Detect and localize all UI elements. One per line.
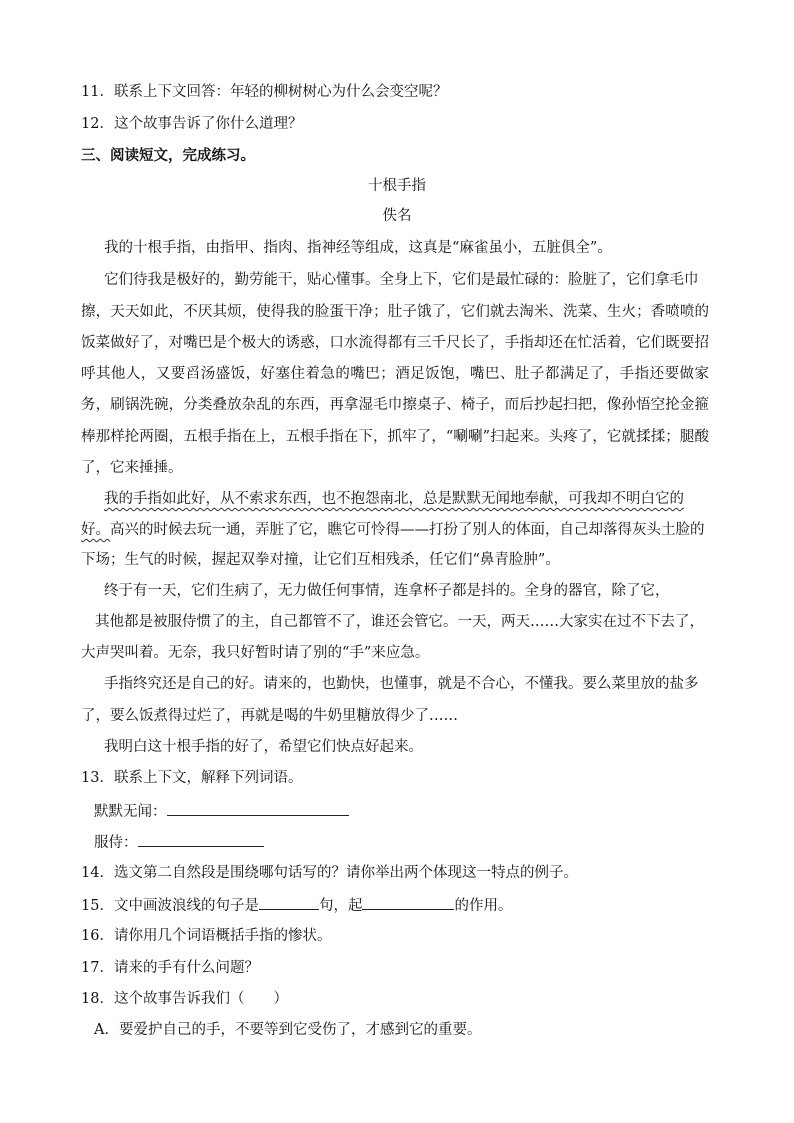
paragraph-5-line-2: 了，要么饭煮得过烂了，再就是喝的牛奶里糖放得少了……: [81, 708, 458, 724]
passage-author: 佚名: [382, 208, 412, 224]
paragraph-2-line-5: 务，刷锅洗碗，分类叠放杂乱的东西，再拿湿毛巾擦桌子、椅子，而后抄起扫把，像孙悟空抡金箍: [81, 397, 709, 413]
q18-option-a[interactable]: A．要爱护自己的手，不要等到它受伤了，才感到它的重要。: [94, 1022, 482, 1038]
q15-part-1: 15．文中画波浪线的句子是: [81, 898, 259, 914]
wavy-sentence-part-1: 我的手指如此好，从不索求东西，也不抱怨南北，总是默默无闻地奉献，可我却不明白它的: [104, 491, 684, 507]
q13-word-1-label: 默默无闻：: [94, 804, 167, 820]
paragraph-2-line-3: 饭菜做好了，对嘴巴是个极大的诱惑，口水流得都有三千尺长了，手指却还在忙活着，它们既要招: [81, 335, 709, 351]
question-13: 13．联系上下文，解释下列词语。: [81, 770, 303, 786]
paragraph-3-line-2-rest: 高兴的时候去玩一通，弄脏了它，瞧它可怜得——打扮了别人的体面，自己却落得灰头土脸的: [110, 522, 705, 538]
question-17: 17．请来的手有什么问题？: [81, 960, 259, 976]
q15-part-2: 句，起: [318, 898, 363, 914]
q13-word-2-label: 服侍：: [94, 835, 138, 851]
paragraph-2-line-6: 棒那样抡两圈，五根手指在上，五根手指在下，抓牢了，“唰唰”扫起来。头疼了，它就揉揉；腿酸: [81, 429, 709, 445]
question-11: 11．联系上下文回答：年轻的柳树树心为什么会变空呢？: [81, 84, 448, 100]
q13-word-2: [94, 831, 264, 853]
wavy-sentence-part-2: 好。: [81, 522, 110, 538]
paragraph-3-line-2: [81, 520, 705, 540]
paragraph-2-line-4: 呼其他人，又要舀汤盛饭，好塞住着急的嘴巴；酒足饭饱，嘴巴、肚子都满足了，手指还要做家: [81, 366, 709, 382]
paragraph-2-line-2: 擦，天天如此，不厌其烦，使得我的脸蛋干净；肚子饿了，它们就去淘米、洗菜、生火；香喷喷的: [81, 304, 709, 320]
paragraph-6: 我明白这十根手指的好了，希望它们快点好起来。: [104, 739, 423, 755]
paragraph-5-line-1: 手指终究还是自己的好。请来的，也勤快，也懂事，就是不合心，不懂我。要么菜里放的盐多: [104, 676, 699, 692]
answer-blank-1[interactable]: [167, 800, 349, 816]
answer-blank-2[interactable]: [138, 831, 264, 847]
question-14: 14．选文第二自然段是围绕哪句话写的？请你举出两个体现这一特点的例子。: [81, 865, 578, 881]
question-18: 18．这个故事告诉我们（ ）: [81, 991, 288, 1007]
question-15: [81, 894, 512, 916]
answer-blank-4[interactable]: [362, 894, 454, 910]
q13-word-1: [94, 800, 349, 822]
paragraph-2-line-1: 它们待我是极好的，勤劳能干，贴心懂事。全身上下，它们是最忙碌的：脸脏了，它们拿毛巾: [104, 272, 699, 288]
section-heading-3: 三、阅读短文，完成练习。: [81, 147, 255, 164]
answer-blank-3[interactable]: [259, 894, 319, 910]
paragraph-4-line-3: 大声哭叫着。无奈，我只好暂时请了别的“手”来应急。: [81, 645, 430, 661]
paragraph-1: 我的十根手指，由指甲、指肉、指神经等组成，这真是“麻雀虽小，五脏俱全”。: [104, 240, 612, 256]
paragraph-2-line-7: 了，它来捶捶。: [81, 460, 183, 476]
paragraph-4-line-2: 其他都是被服侍惯了的主，自己都管不了，谁还会管它。一天，两天……大家实在过不下去了，: [95, 614, 704, 630]
question-12: 12．这个故事告诉了你什么道理？: [81, 116, 303, 132]
paragraph-3-line-3: 下场；生气的时候，握起双拳对撞，让它们互相残杀，任它们“鼻青脸肿”。: [81, 552, 560, 568]
passage-title: 十根手指: [368, 178, 426, 194]
q15-part-3: 的作用。: [454, 898, 513, 914]
question-16: 16．请你用几个词语概括手指的惨状。: [81, 928, 332, 944]
paragraph-4-line-1: 终于有一天，它们生病了，无力做任何事情，连拿杯子都是抖的。全身的器官，除了它，: [104, 583, 670, 599]
